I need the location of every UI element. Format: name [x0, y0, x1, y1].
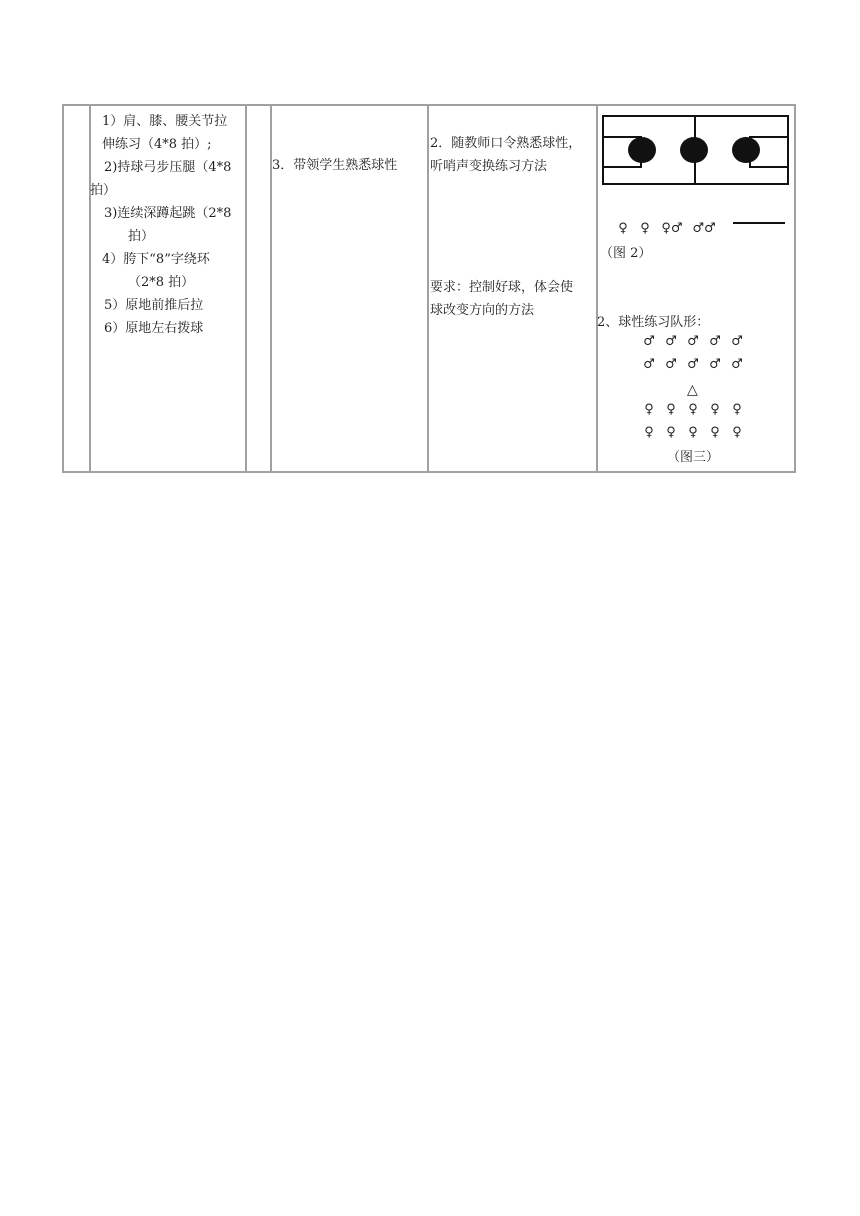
formation-title: 2、球性练习队形： [597, 315, 710, 330]
exercise-line: 2)持球弓步压腿（4*8 [104, 160, 232, 175]
requirement-line: 球改变方向的方法 [430, 303, 535, 318]
exercise-line: 拍） [90, 183, 117, 198]
female-icon: ♀ [666, 402, 676, 417]
male-icon: ♂ [709, 357, 721, 372]
student-activity-line: 听哨声变换练习方法 [430, 159, 548, 174]
male-icon: ♂ [643, 334, 655, 349]
teacher-activity: 3．带领学生熟悉球性 [272, 158, 398, 173]
court-diagram [602, 115, 789, 185]
exercise-list [90, 110, 246, 340]
female-icon: ♀ [710, 425, 720, 440]
fig2-formation [612, 221, 720, 236]
ball-icon [732, 137, 760, 163]
exercise-line: 伸练习（4*8 拍）; [102, 137, 212, 152]
female-icon: ♀ [732, 425, 742, 440]
male-icon: ♂ [709, 334, 721, 349]
exercise-line: 4）胯下“8”字绕环 [102, 252, 210, 267]
male-icon: ♂ [643, 357, 655, 372]
column-divider [427, 104, 429, 471]
teacher-icon: △ [687, 382, 698, 398]
girls-row [638, 425, 748, 440]
fig3-caption: （图三） [667, 450, 720, 465]
female-icon: ♀ [688, 402, 698, 417]
exercise-line: 5）原地前推后拉 [104, 298, 204, 313]
female-icon: ♀ [640, 221, 650, 236]
column-divider [596, 104, 598, 471]
requirement-line: 要求：控制好球，体会使 [430, 280, 574, 295]
boys-row [638, 357, 748, 372]
ball-icon [680, 137, 708, 163]
exercise-line: （2*8 拍） [128, 275, 195, 290]
male-icon: ♂ [687, 357, 699, 372]
male-icon: ♂ [665, 334, 677, 349]
lesson-table [62, 104, 794, 471]
male-icon: ♂♂ [692, 221, 716, 236]
male-icon: ♂ [665, 357, 677, 372]
ball-icon [628, 137, 656, 163]
boys-row [638, 334, 748, 349]
female-icon: ♀ [618, 221, 628, 236]
female-icon: ♀ [666, 425, 676, 440]
student-activity [430, 132, 596, 322]
female-icon: ♀ [688, 425, 698, 440]
exercise-line: 1）肩、膝、腰关节拉 [102, 114, 228, 129]
female-icon: ♀ [710, 402, 720, 417]
female-icon: ♀ [732, 402, 742, 417]
exercise-line: 6）原地左右拨球 [104, 321, 204, 336]
female-icon: ♀ [644, 402, 654, 417]
fig2-caption: （图 2） [600, 246, 652, 261]
male-icon: ♂ [687, 334, 699, 349]
female-icon: ♀ [644, 425, 654, 440]
baseline-mark [733, 222, 785, 224]
exercise-line: 3)连续深蹲起跳（2*8 [104, 206, 232, 221]
exercise-line: 拍） [128, 229, 155, 244]
girls-row [638, 402, 748, 417]
male-icon: ♂ [731, 357, 743, 372]
mixed-icon: ♀♂ [661, 221, 683, 236]
student-activity-line: 2．随教师口令熟悉球性， [430, 136, 582, 151]
male-icon: ♂ [731, 334, 743, 349]
